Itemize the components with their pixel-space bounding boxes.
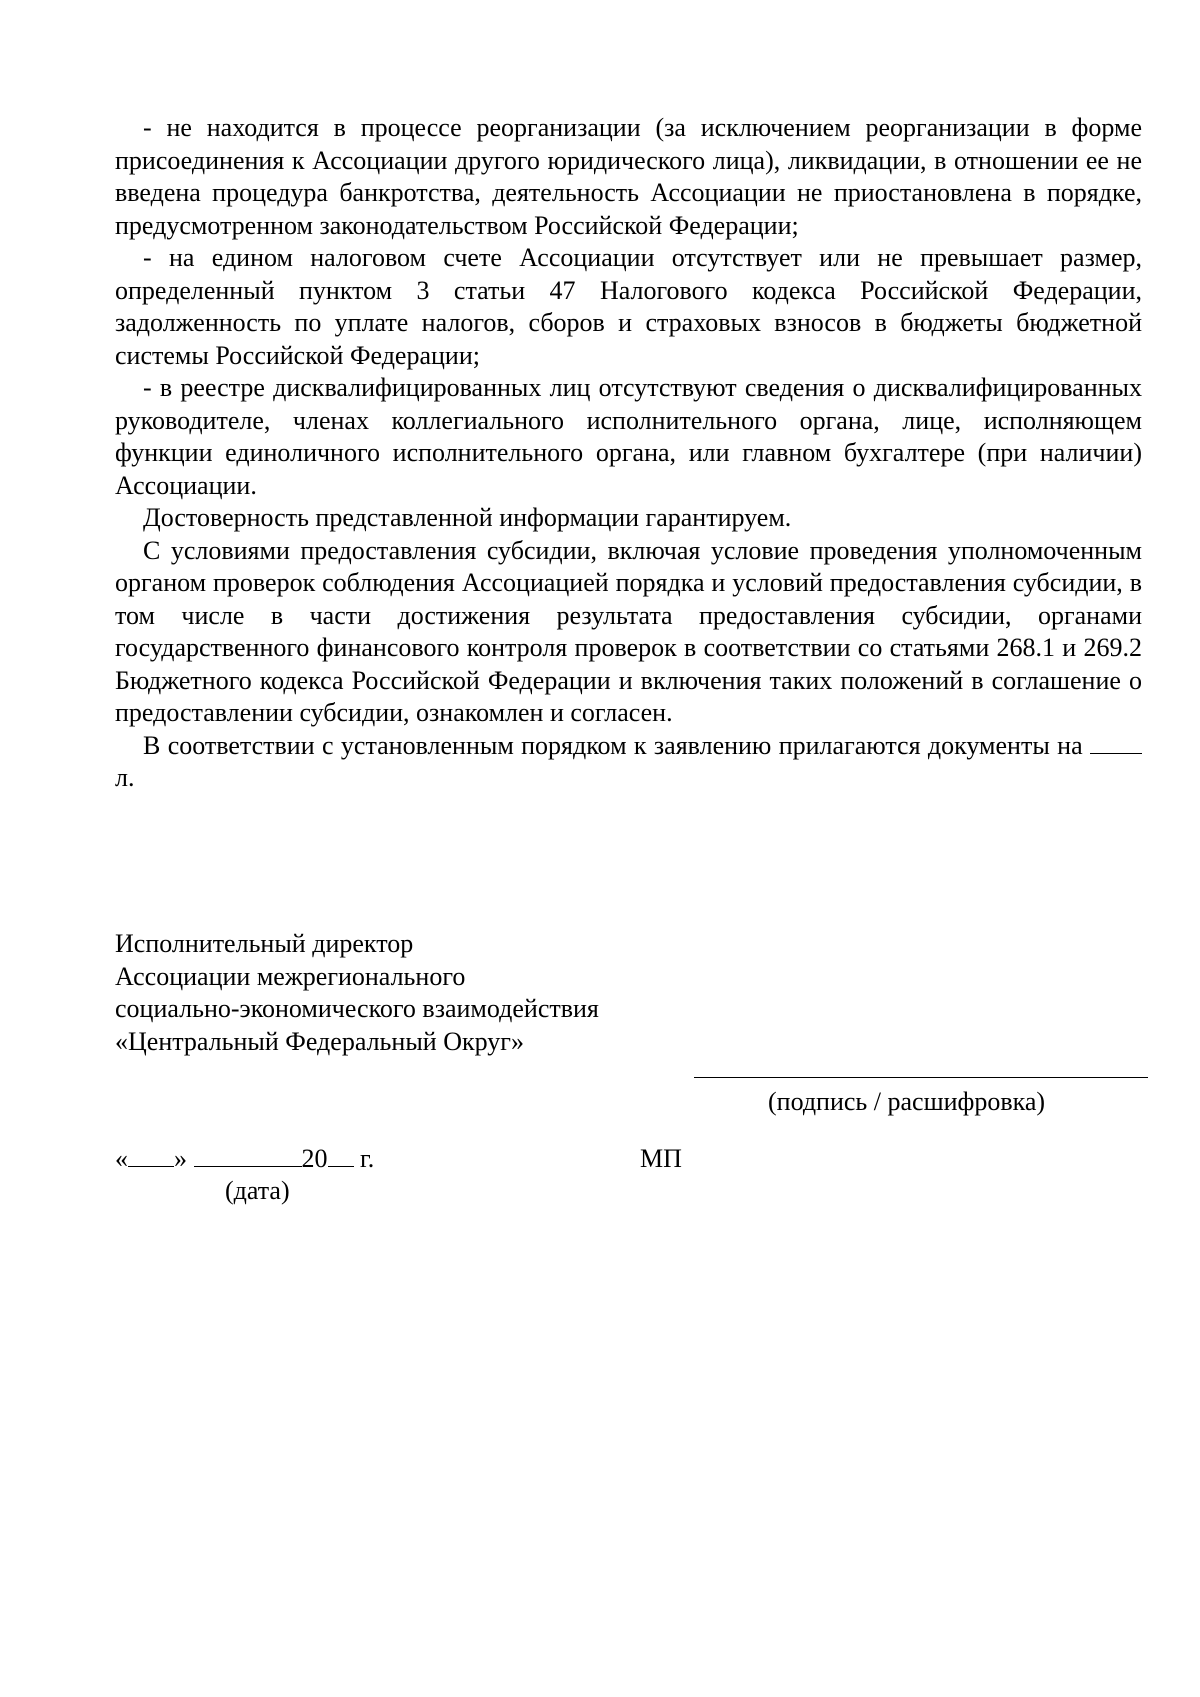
attachments-suffix: л. [115, 763, 135, 792]
date-caption: (дата) [225, 1176, 290, 1205]
date-close-quote: » [174, 1144, 187, 1173]
signatory-block [115, 928, 715, 1058]
signatory-organization-name: «Центральный Федеральный Округ» [115, 1026, 524, 1056]
paragraph-subsidy-conditions: С условиями предоставления субсидии, включая условие проведения уполномоченным органом проверок соблюдения Ассоциацией порядка и условий предоставления субсидии, в том числе в части достижения результата предоставления субсидии, органами государственного финансового контроля проверок в соответствии со статьями 268.1 и 269.2 Бюджетного кодекса Российской Федерации и включения таких положений в соглашение о предоставлении субсидии, ознакомлен и согласен. [115, 535, 1142, 727]
signatory-position: Исполнительный директор [115, 929, 414, 958]
document-body [115, 112, 1142, 795]
paragraph-attachments [115, 730, 1142, 795]
date-open-quote: « [115, 1144, 128, 1173]
attachments-text: В соответствии с установленным порядком к заявлению прилагаются документы на [143, 730, 1083, 760]
signature-line [694, 1077, 1148, 1078]
date-year-prefix: 20 [301, 1144, 328, 1173]
signatory-organization-line: Ассоциации межрегионального [115, 961, 466, 991]
stamp-place-mark: МП [640, 1144, 682, 1173]
date-field [115, 1143, 374, 1176]
paragraph-tax-debt: - на едином налоговом счете Ассоциации отсутствует или не превышает размер, определенный пунктом 3 статьи 47 Налогового кодекса Российской Федерации, задолженность по уплате налогов, сборов и страховых взносов в бюджеты бюджетной системы Российской Федерации; [115, 243, 1142, 370]
paragraph-reorganization: - не находится в процессе реорганизации (за исключением реорганизации в форме присоединения к Ассоциации другого юридического лица), ликвидации, в отношении ее не введена процедура банкротства, деятельность Ассоциации не приостановлена в порядке, предусмотренном законодательством Российской Федерации; [115, 113, 1142, 240]
date-day-blank [128, 1144, 174, 1167]
signatory-organization-line: социально-экономического взаимодействия [115, 994, 599, 1023]
attachments-pages-blank [1090, 731, 1142, 754]
paragraph-disqualified-persons: - в реестре дисквалифицированных лиц отсутствуют сведения о дисквалифицированных руководителе, членах коллегиального исполнительного органа, лице, исполняющем функции единоличного исполнительного органа, или главном бухгалтере (при наличии) Ассоциации. [115, 373, 1142, 500]
paragraph-reliability: Достоверность представленной информации гарантируем. [143, 503, 792, 532]
date-year-suffix: г. [360, 1144, 375, 1173]
signature-caption: (подпись / расшифровка) [768, 1087, 1046, 1116]
date-year-blank [328, 1144, 354, 1167]
date-month-blank [194, 1144, 302, 1167]
